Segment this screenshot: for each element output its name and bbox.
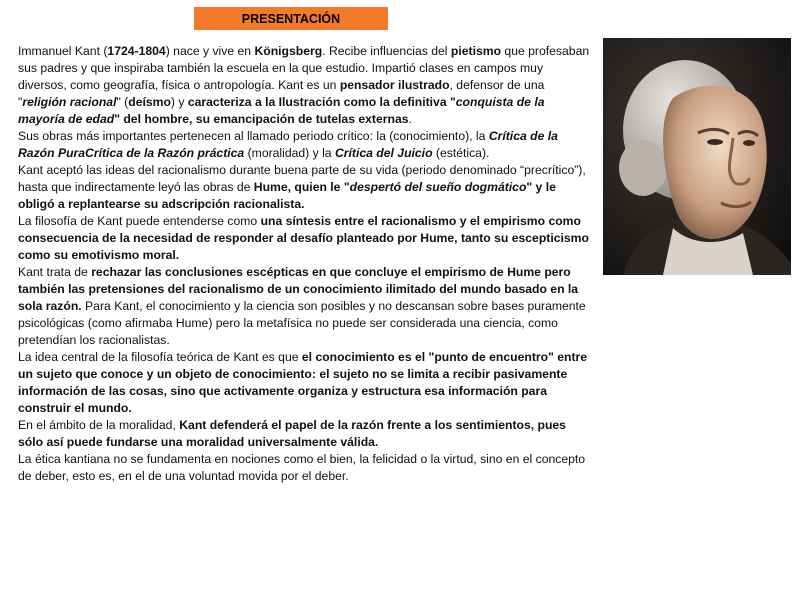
- paragraph-ethics: La ética kantiana no se fundamenta en nociones como el bien, la felicidad o la virtud, sino en el concepto de deber, esto es, en el de una voluntad movida por el deber.: [18, 452, 586, 483]
- paragraph-biography: Immanuel Kant (1724-1804) nace y vive en Königsberg. Recibe influencias del pietismo que profesaban sus padres y que inspiraba también la escuela en la que estudio. Impartió clases en campos muy diversos, como geografía, física o antropología. Kant es un pensador ilustrado, defensor de una "religión racional" (deísmo) y caracteriza a la Ilustración como la definitiva "conquista de la mayoría de edad" del hombre, su emancipación de tutelas externas.: [18, 44, 590, 126]
- article-body: [18, 43, 592, 485]
- paragraph-morality: En el ámbito de la moralidad, Kant defenderá el papel de la razón frente a los sentimientos, pues sólo así puede fundarse una moralidad universalmente válida.: [18, 418, 566, 449]
- paragraph-works: Sus obras más importantes pertenecen al llamado periodo crítico: la (conocimiento), la Crítica de la Razón PuraCrítica de la Razón práctica (moralidad) y la Crítica del Juicio (estética).: [18, 129, 558, 160]
- portrait-image: [603, 38, 791, 275]
- page-title: PRESENTACIÓN: [194, 7, 388, 30]
- paragraph-hume: Kant aceptó las ideas del racionalismo durante buena parte de su vida (periodo denominado “precrítico”), hasta que indirectamente leyó las obras de Hume, quien le "despertó del sueño dogmático" y le obligó a replantearse su adscripción racionalista.: [18, 163, 586, 211]
- paragraph-synthesis: La filosofía de Kant puede entenderse como una síntesis entre el racionalismo y el empirismo como consecuencia de la necesidad de responder al desafío planteado por Hume, tanto su escepticismo como su emotivismo moral.: [18, 214, 589, 262]
- paragraph-central-idea: La idea central de la filosofía teórica de Kant es que el conocimiento es el "punto de encuentro" entre un sujeto que conoce y un objeto de conocimiento: el sujeto no se limita a recibir pasivamente información de las cosas, sino que activamente organiza y estructura esa información para construir el mundo.: [18, 350, 588, 415]
- kant-portrait: [603, 38, 791, 275]
- paragraph-rejection: Kant trata de rechazar las conclusiones escépticas en que concluye el empirismo de Hume pero también las pretensiones del racionalismo de un conocimiento ilimitado del mundo basado en la sola razón. Para Kant, el conocimiento y la ciencia son posibles y no descansan sobre bases puramente psicológicas (como afirmaba Hume) pero la metafísica no puede ser considerada una ciencia, como pretendían los racionalistas.: [18, 265, 586, 347]
